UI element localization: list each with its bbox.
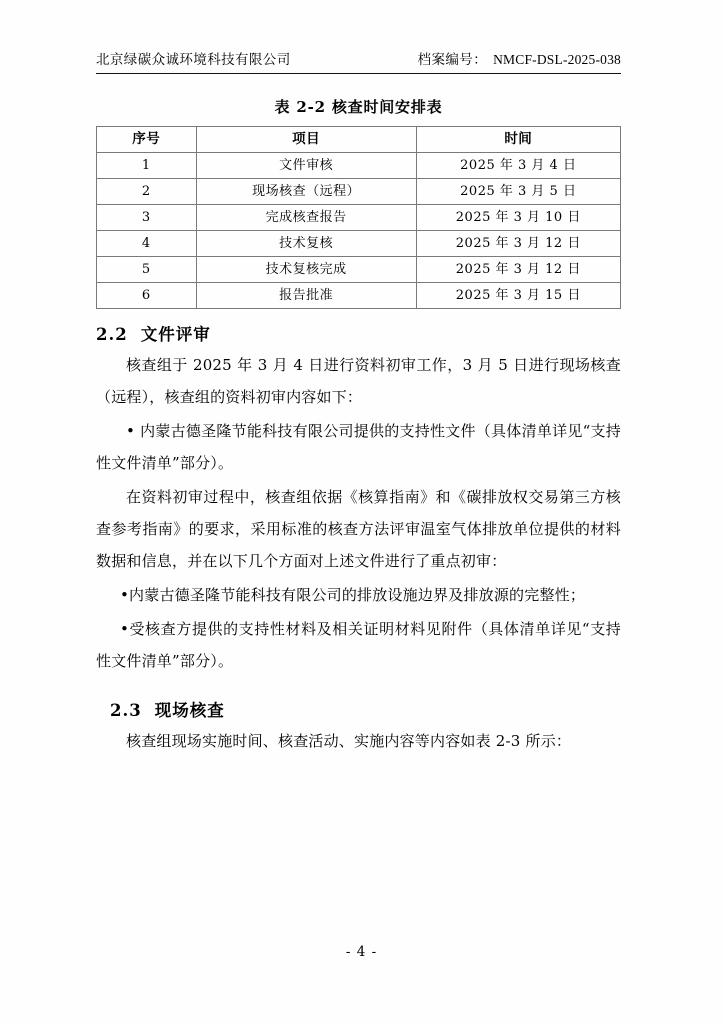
- archive-number-label: 档案编号：: [417, 52, 488, 68]
- paragraph-2-2-2: • 内蒙古德圣隆节能科技有限公司提供的支持性文件（具体清单详见“支持性文件清单”部分）。: [96, 422, 621, 472]
- cell-time: 2025 年 3 月 12 日: [416, 257, 620, 283]
- column-header-time: 时间: [416, 127, 620, 153]
- table-row: [97, 205, 621, 231]
- paragraph-2-2-4: •内蒙古德圣隆节能科技有限公司的排放设施边界及排放源的完整性；: [120, 586, 586, 604]
- paragraph-2-2-1: 核查组于 2025 年 3 月 4 日进行资料初审工作，3 月 5 日进行现场核查（远程），核查组的资料初审内容如下：: [96, 356, 621, 406]
- cell-time: 2025 年 3 月 15 日: [416, 283, 620, 309]
- document-header: [96, 48, 621, 72]
- cell-index: 4: [97, 231, 197, 257]
- cell-item: 完成核查报告: [196, 205, 416, 231]
- section-heading-2-2: [96, 321, 621, 345]
- section-title: 现场核查: [154, 701, 225, 720]
- page-number: - 4 -: [345, 944, 378, 960]
- archive-number: [418, 48, 621, 68]
- table-row: [97, 283, 621, 309]
- cell-item: 技术复核: [196, 231, 416, 257]
- company-name: 北京绿碳众诚环境科技有限公司: [96, 52, 291, 68]
- cell-item: 文件审核: [196, 153, 416, 179]
- schedule-table: [96, 126, 621, 309]
- cell-item: 现场核查（远程）: [196, 179, 416, 205]
- cell-time: 2025 年 3 月 5 日: [416, 179, 620, 205]
- cell-time: 2025 年 3 月 4 日: [416, 153, 620, 179]
- table-row: [97, 179, 621, 205]
- section-title: 文件评审: [140, 325, 211, 344]
- table-row: [97, 257, 621, 283]
- column-header-item: 项目: [196, 127, 416, 153]
- page-content: [96, 48, 621, 759]
- table-row: [97, 231, 621, 257]
- table-header-row: [97, 127, 621, 153]
- cell-index: 1: [97, 153, 197, 179]
- column-header-index: 序号: [97, 127, 197, 153]
- section-number: 2.2: [96, 325, 128, 344]
- paragraph-2-3-1: 核查组现场实施时间、核查活动、实施内容等内容如表 2-3 所示：: [126, 732, 572, 750]
- table-caption: 表 2-2 核查时间安排表: [274, 98, 443, 116]
- cell-item: 技术复核完成: [196, 257, 416, 283]
- archive-number-value: NMCF-DSL-2025-038: [493, 52, 621, 67]
- section-heading-2-3: [110, 697, 621, 721]
- paragraph-2-2-5: •受核查方提供的支持性材料及相关证明材料见附件（具体清单详见“支持性文件清单”部分）。: [96, 620, 621, 670]
- cell-index: 2: [97, 179, 197, 205]
- paragraph-2-2-3: 在资料初审过程中，核查组依据《核算指南》和《碳排放权交易第三方核查参考指南》的要求，采用标准的核查方法评审温室气体排放单位提供的材料数据和信息，并在以下几个方面对上述文件进行了重点初审：: [96, 488, 621, 570]
- cell-index: 3: [97, 205, 197, 231]
- table-row: [97, 153, 621, 179]
- cell-time: 2025 年 3 月 10 日: [416, 205, 620, 231]
- cell-index: 5: [97, 257, 197, 283]
- cell-item: 报告批准: [196, 283, 416, 309]
- cell-time: 2025 年 3 月 12 日: [416, 231, 620, 257]
- section-number: 2.3: [110, 701, 142, 720]
- header-divider: [96, 73, 621, 74]
- cell-index: 6: [97, 283, 197, 309]
